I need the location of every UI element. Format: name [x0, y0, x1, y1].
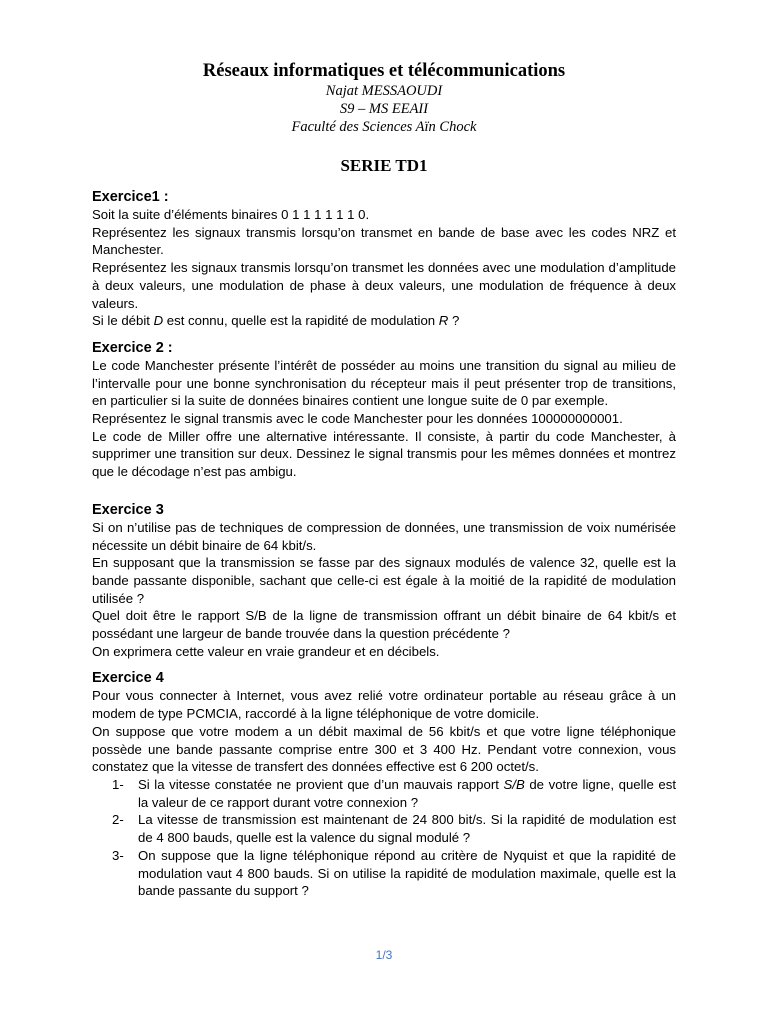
document-header [92, 60, 676, 136]
exercise-1-paragraph: Soit la suite d’éléments binaires 0 1 1 1 1 1 1 0. [92, 207, 370, 222]
list-item [92, 776, 676, 811]
exercise-3-paragraph: En supposant que la transmission se fasse par des signaux modulés de valence 32, quelle est la bande passante disponible, sachant que celle-ci est égale à la moitié de la rapidité de modulation utilisée ? [92, 555, 676, 606]
exercise-1-title: Exercice1 : [92, 189, 169, 205]
list-number: 1- [112, 776, 124, 792]
exercise-3 [92, 501, 676, 661]
text-fragment: ? [448, 313, 460, 329]
symbol-sb: S/B [503, 776, 525, 792]
exercise-3-paragraph: Si on n’utilise pas de techniques de compression de données, une transmission de voix numérisée nécessite un débit binaire de 64 kbit/s. [92, 519, 676, 553]
exercise-4-paragraph: Pour vous connecter à Internet, vous avez relié votre ordinateur portable au réseau grâce à un modem de type PCMCIA, raccordé à la ligne téléphonique de votre domicile. [92, 688, 676, 722]
text-fragment: est connu, quelle est la rapidité de modulation [163, 313, 439, 329]
symbol-r: R [438, 313, 449, 329]
list-number: 2- [112, 812, 124, 828]
text-fragment: On suppose que la ligne téléphonique répond au critère de Nyquist et que la rapidité de modulation vaut 4 800 bauds. Si on utilise la rapidité de modulation maximale, quelle est la bande passante du support ? [138, 847, 676, 899]
list-number: 3- [112, 847, 124, 863]
exercise-1-paragraph: Représentez les signaux transmis lorsqu’on transmet les données avec une modulation d’amplitude à deux valeurs, une modulation de phase à deux valeurs, une modulation de fréquence à deux valeurs. [92, 260, 676, 311]
page-number: 1/3 [375, 948, 393, 962]
question-list [92, 776, 676, 900]
text-fragment: Si le débit [92, 313, 154, 329]
exercise-2-paragraph: Représentez le signal transmis avec le code Manchester pour les données 100000000001. [92, 411, 623, 427]
exercise-2-paragraph: Le code de Miller offre une alternative intéressante. Il consiste, à partir du code Manchester, à supprimer une transition sur deux. Dessinez le signal transmis pour les mêmes données et montrez que le décodage n’est pas ambigu. [92, 428, 676, 480]
text-fragment: Si la vitesse constatée ne provient que d’un mauvais rapport [138, 776, 504, 792]
exercise-4-paragraph: On suppose que votre modem a un débit maximal de 56 kbit/s et que votre ligne téléphonique possède une bande passante comprise entre 300 et 3 400 Hz. Pendant votre connexion, vous constatez que la vitesse de transfert des données effective est 6 200 octet/s. [92, 723, 676, 775]
serie-title: SERIE TD1 [340, 156, 428, 175]
symbol-d: D [153, 313, 164, 329]
exercise-2 [92, 339, 676, 481]
exercise-1-paragraph [92, 312, 676, 330]
author-name: Najat MESSAOUDI [325, 83, 443, 99]
text-fragment: de votre ligne, quelle est la valeur de ce rapport durant votre connexion ? [138, 776, 676, 810]
program-name: S9 – MS EEAII [339, 101, 429, 117]
list-item [92, 811, 676, 846]
exercise-2-paragraph: Le code Manchester présente l’intérêt de posséder au moins une transition du signal au milieu de l’intervalle pour une bonne synchronisation du récepteur mais il peut présenter trop de transitions, en particulier si la suite de données binaires contient une longue suite de 0 par exemple. [92, 357, 676, 409]
exercise-4 [92, 669, 676, 899]
course-title: Réseaux informatiques et télécommunications [202, 61, 566, 81]
exercise-1 [92, 188, 676, 330]
text-fragment: La vitesse de transmission est maintenant de 24 800 bit/s. Si la rapidité de modulation est de 4 800 bauds, quelle est la valence du signal modulé ? [138, 812, 676, 846]
faculty-name: Faculté des Sciences Aïn Chock [291, 119, 477, 135]
exercise-2-title: Exercice 2 : [92, 339, 173, 356]
exercise-3-paragraph: Quel doit être le rapport S/B de la ligne de transmission offrant un débit binaire de 64 kbit/s et possédant une largeur de bande trouvée dans la question précédente ? [92, 608, 676, 642]
exercise-3-paragraph: On exprimera cette valeur en vraie grandeur et en décibels. [92, 643, 440, 659]
list-item [92, 847, 676, 900]
exercise-3-title: Exercice 3 [92, 501, 164, 518]
exercise-1-paragraph: Représentez les signaux transmis lorsqu’on transmet en bande de base avec les codes NRZ et Manchester. [92, 224, 676, 258]
exercise-4-title: Exercice 4 [92, 670, 164, 687]
